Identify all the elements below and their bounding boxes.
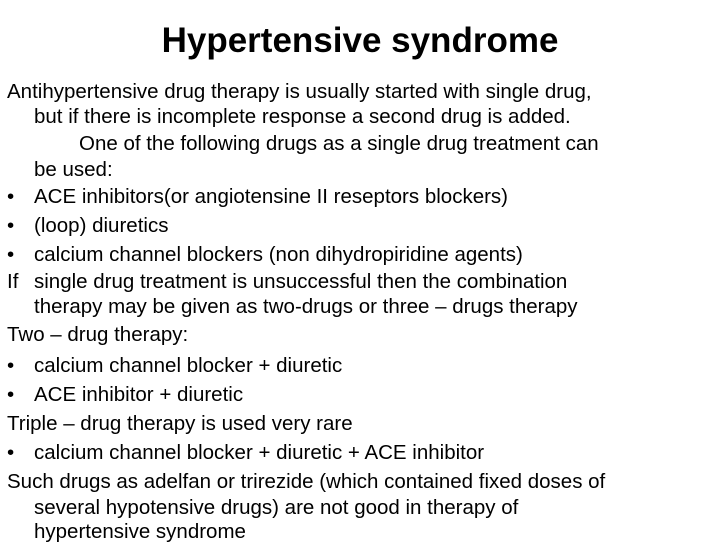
single-drug-list: [7, 182, 713, 269]
slide-title: Hypertensive syndrome: [161, 21, 559, 60]
closing-line-1: Such drugs as adelfan or trirezide (which contained fixed doses of: [7, 470, 606, 493]
if-line-2: therapy may be given as two-drugs or three – drugs therapy: [34, 295, 578, 318]
closing-paragraph: [7, 467, 713, 544]
list-item: [7, 182, 713, 211]
two-drug-heading: Two – drug therapy:: [7, 323, 189, 346]
bullet-icon: •: [7, 214, 15, 237]
intro-paragraph: [7, 79, 713, 182]
list-item-text: ACE inhibitors(or angiotensine II reseptors blockers): [34, 185, 508, 208]
list-item: [7, 211, 713, 240]
triple-drug-section: [7, 409, 713, 467]
triple-drug-heading: Triple – drug therapy is used very rare: [7, 412, 353, 435]
list-item: [7, 438, 713, 467]
list-item: [7, 240, 713, 269]
intro-line-4: be used:: [34, 158, 113, 181]
if-paragraph: [7, 269, 713, 319]
if-line-1: [7, 269, 713, 295]
bullet-icon: •: [7, 441, 15, 464]
intro-line-3: One of the following drugs as a single drug treatment can: [79, 132, 599, 155]
closing-line-3: hypertensive syndrome: [34, 520, 246, 543]
list-item-text: (loop) diuretics: [34, 214, 169, 237]
closing-line-2: several hypotensive drugs) are not good in therapy of: [34, 496, 519, 519]
list-item-text: calcium channel blockers (non dihydropiridine agents): [34, 243, 523, 266]
if-text-1: single drug treatment is unsuccessful then the combination: [34, 270, 568, 293]
slide-body: [7, 79, 713, 544]
two-drug-section: [7, 319, 713, 409]
list-item: [7, 380, 713, 409]
intro-line-1: Antihypertensive drug therapy is usually started with single drug,: [7, 80, 592, 103]
bullet-icon: •: [7, 185, 15, 208]
list-item: [7, 351, 713, 380]
list-item-text: ACE inhibitor + diuretic: [34, 383, 244, 406]
bullet-icon: •: [7, 354, 15, 377]
list-item-text: calcium channel blocker + diuretic: [34, 354, 343, 377]
bullet-icon: •: [7, 383, 15, 406]
list-item-text: calcium channel blocker + diuretic + ACE inhibitor: [34, 441, 485, 464]
if-marker: If: [7, 270, 19, 293]
intro-line-2: but if there is incomplete response a second drug is added.: [34, 105, 571, 128]
bullet-icon: •: [7, 243, 15, 266]
